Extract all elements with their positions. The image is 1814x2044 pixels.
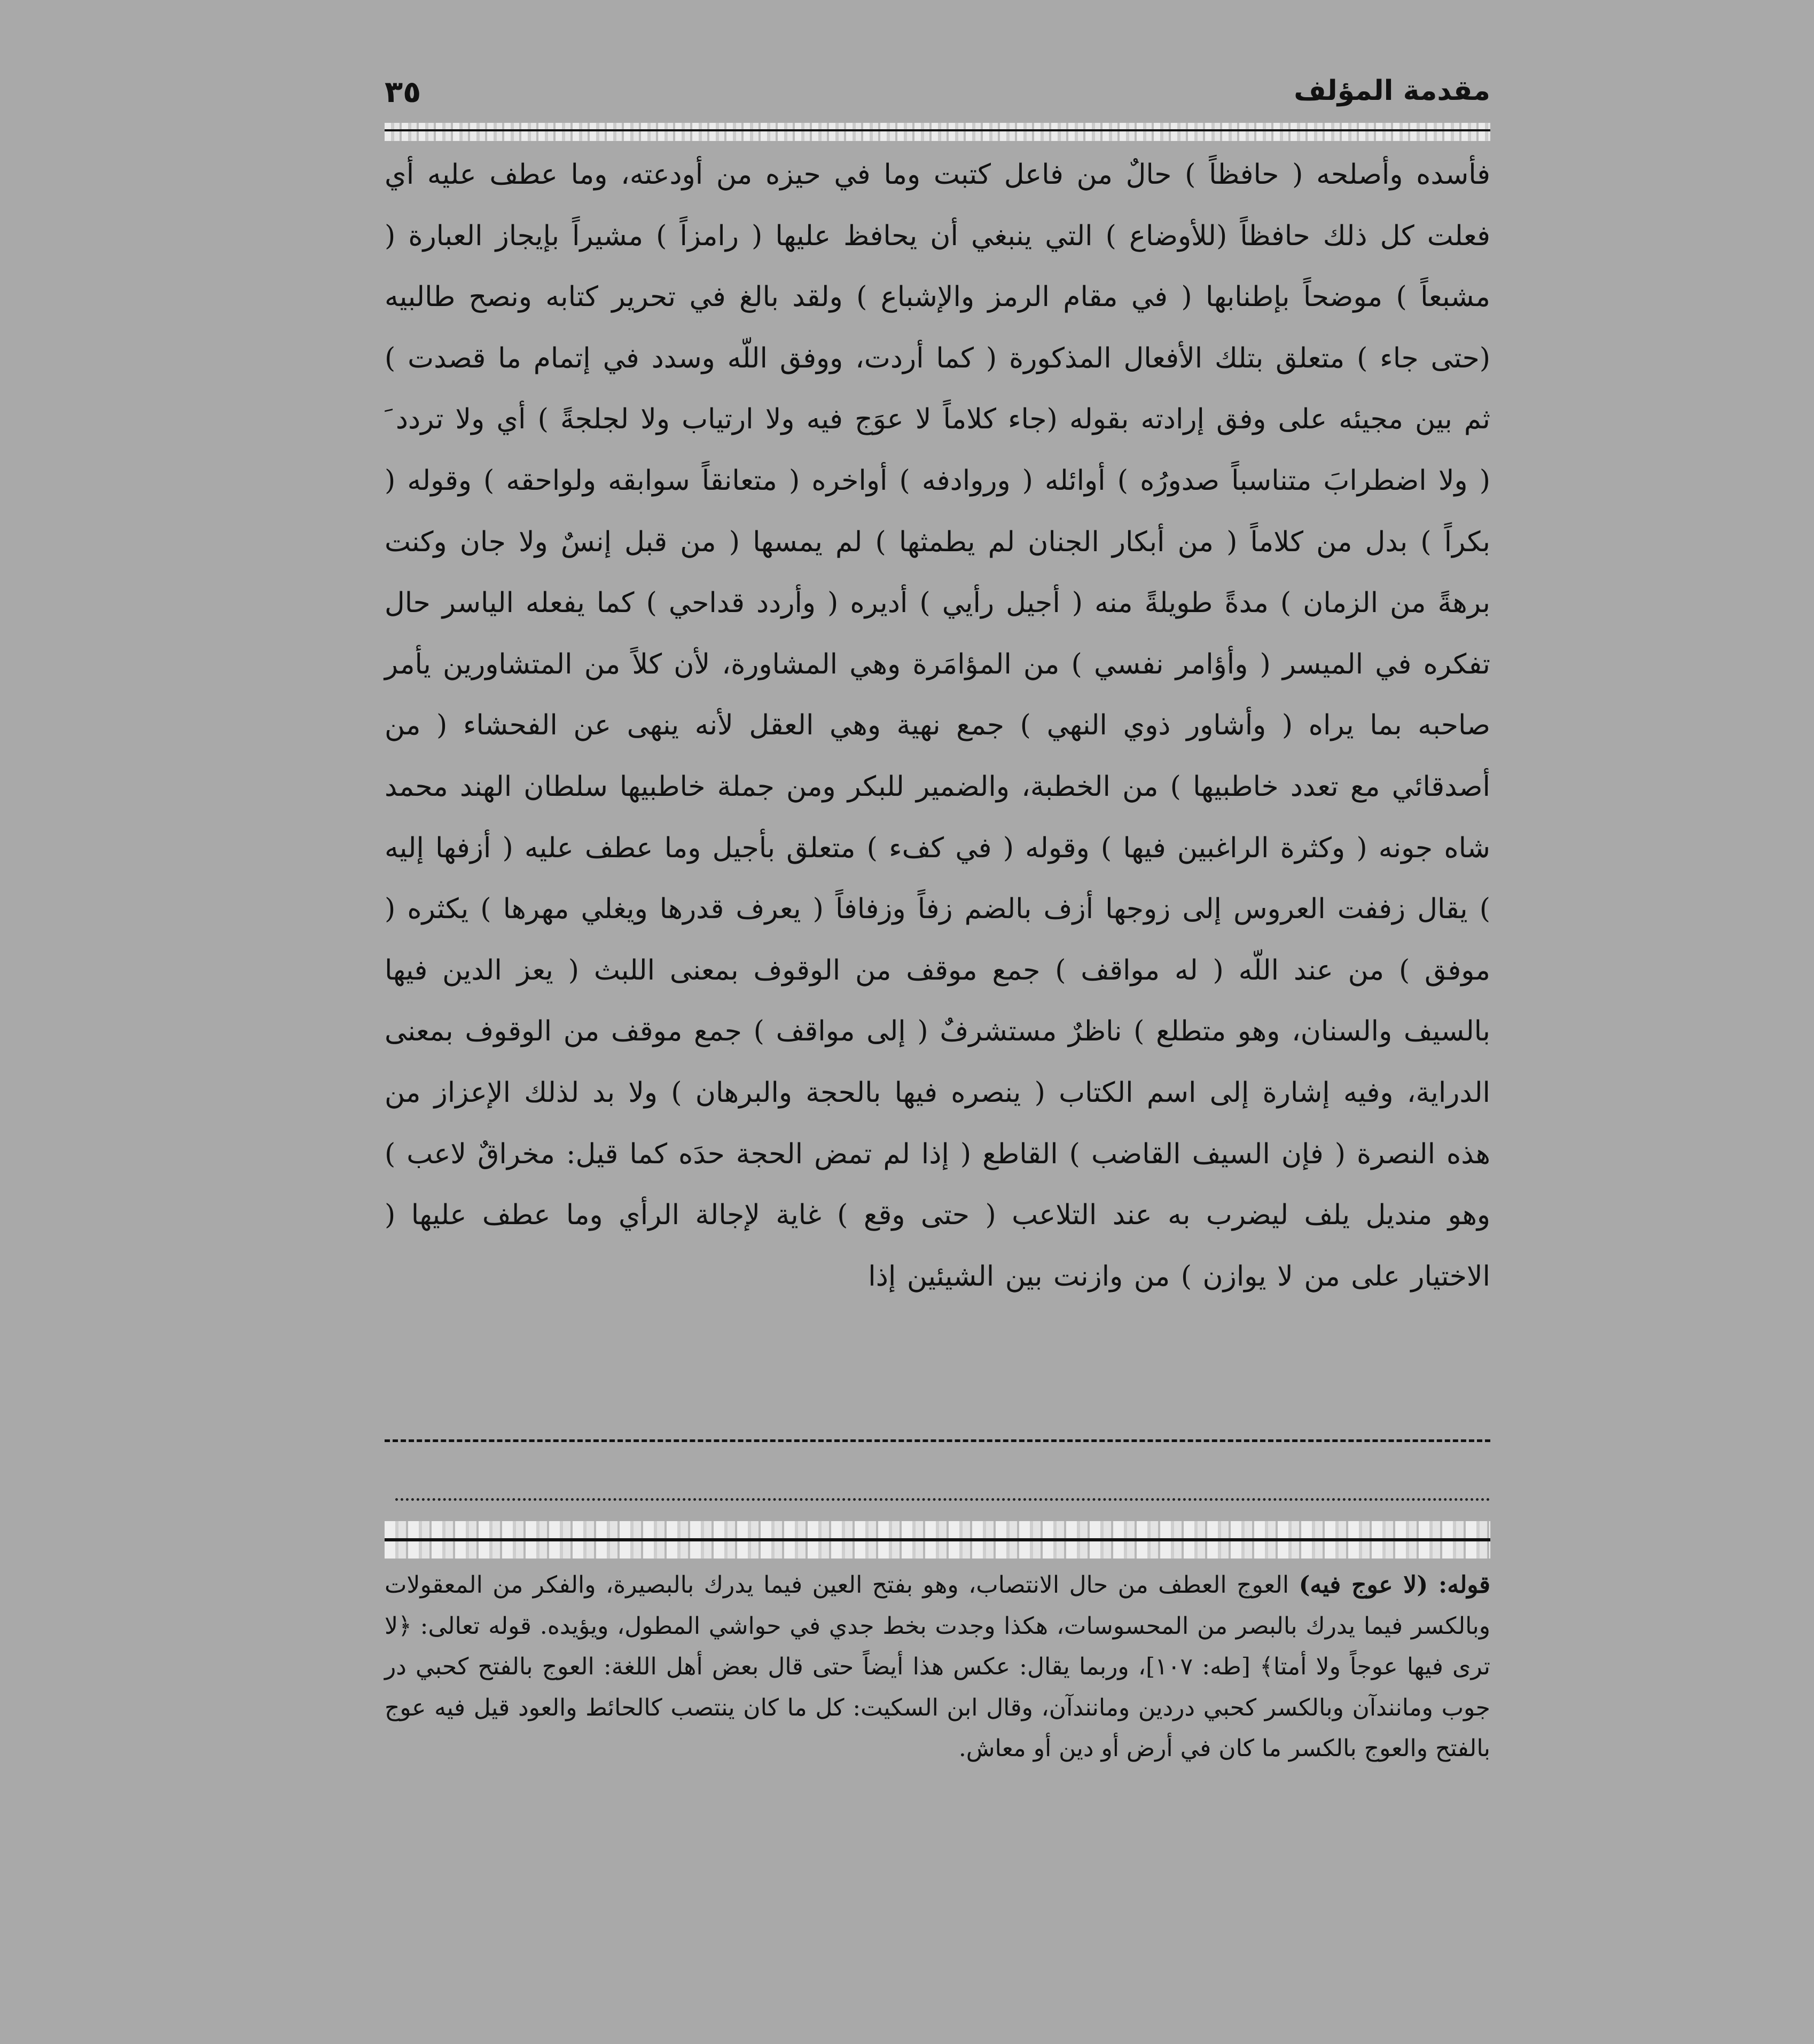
dashed-separator: [385, 1439, 1490, 1442]
header-ornament-rule: [385, 123, 1490, 141]
main-body-text: فأسده وأصلحه ( حافظاً ) حالٌ من فاعل كتبت وما في حيزه من أودعته، وما عطف عليه أي فعلت كل ذلك حافظاً (للأوضاع ) التي ينبغي أن يحافظ عليها ( رامزاً ) مشيراً بإيجاز العبارة ( مشبعاً ) موضحاً بإطنابها ( في مقام الرمز والإشباع ) ولقد بالغ في تحرير كتابه ونصح طالبيه (حتى جاء ) متعلق بتلك الأفعال المذكورة ( كما أردت، ووفق اللّه وسدد في إتمام ما قصدت ) ثم بين مجيئه على وفق إرادته بقوله (جاء كلاماً لا عوَج فيه ولا ارتياب ولا لجلجةً ) أي ولا تردد َ ( ولا اضطرابَ متناسباً صدورُه ) أوائله ( وروادفه ) أواخره ( متعانقاً سوابقه ولواحقه ) وقوله ( بكراً ) بدل من كلاماً ( من أبكار الجنان لم يطمثها ) لم يمسها ( من قبل إنسٌ ولا جان وكنت برهةً من الزمان ) مدةً طويلةً منه ( أجيل رأيي ) أديره ( وأردد قداحي ) كما يفعله الياسر حال تفكره في الميسر ( وأؤامر نفسي ) من المؤامَرة وهي المشاورة، لأن كلاً من المتشاورين يأمر صاحبه بما يراه ( وأشاور ذوي النهي ) جمع نهية وهي العقل لأنه ينهى عن الفحشاء ( من أصدقائي مع تعدد خاطبيها ) من الخطبة، والضمير للبكر ومن جملة خاطبيها سلطان الهند محمد شاه جونه ( وكثرة الراغبين فيها ) وقوله ( في كفء ) متعلق بأجيل وما عطف عليه ( أزفها إليه ) يقال زففت العروس إلى زوجها أزف بالضم زفاً وزفافاً ( يعرف قدرها ويغلي مهرها ) يكثره ( موفق ) من عند اللّه ( له مواقف ) جمع موقف من الوقوف بمعنى اللبث ( يعز الدين فيها بالسيف والسنان، وهو متطلع ) ناظرٌ مستشرفٌ ( إلى مواقف ) جمع موقف من الوقوف بمعنى الدراية، وفيه إشارة إلى اسم الكتاب ( ينصره فيها بالحجة والبرهان ) ولا بد لذلك الإعزاز من هذه النصرة ( فإن السيف القاضب ) القاطع ( إذا لم تمض الحجة حدَه كما قيل: مخراقٌ لاعب ) وهو منديل يلف ليضرب به عند التلاعب ( حتى وقع ) غاية لإجالة الرأي وما عطف عليها ( الاختيار على من لا يوازن ) من وازنت بين الشيئين إذا: [385, 159, 1490, 1293]
book-page: [385, 59, 1490, 1928]
footnote-text: [385, 1565, 1490, 1769]
page-header: [385, 69, 1490, 118]
page-number: ٣٥: [385, 75, 421, 109]
dotted-separator: [395, 1498, 1490, 1501]
footnote-body: العوج العطف من حال الانتصاب، وهو بفتح العين فيما يدرك بالبصيرة، والفكر من المعقولات وبالكسر فيما يدرك بالبصر من المحسوسات، هكذا وجدت بخط جدي في حواشي المطول، ويؤيده. قوله تعالى: ﴿لا ترى فيها عوجاً ولا أمتا﴾ [طه: ١٠٧]، وربما يقال: عكس هذا أيضاً حتى قال بعض أهل اللغة: العوج بالفتح كحبي در جوب ومانندآن وبالكسر كحبي دردين ومانندآن، وقال ابن السكيت: كل ما كان ينتصب كالحائط والعود قيل فيه عوج بالفتح والعوج بالكسر ما كان في أرض أو دين أو معاش.: [385, 1571, 1491, 1762]
header-rule: [385, 129, 1490, 131]
running-title: مقدمة المؤلف: [1294, 75, 1490, 107]
footnote-rule: [385, 1538, 1490, 1541]
footnote-lead: قوله: (لا عوج فيه): [1299, 1571, 1490, 1599]
